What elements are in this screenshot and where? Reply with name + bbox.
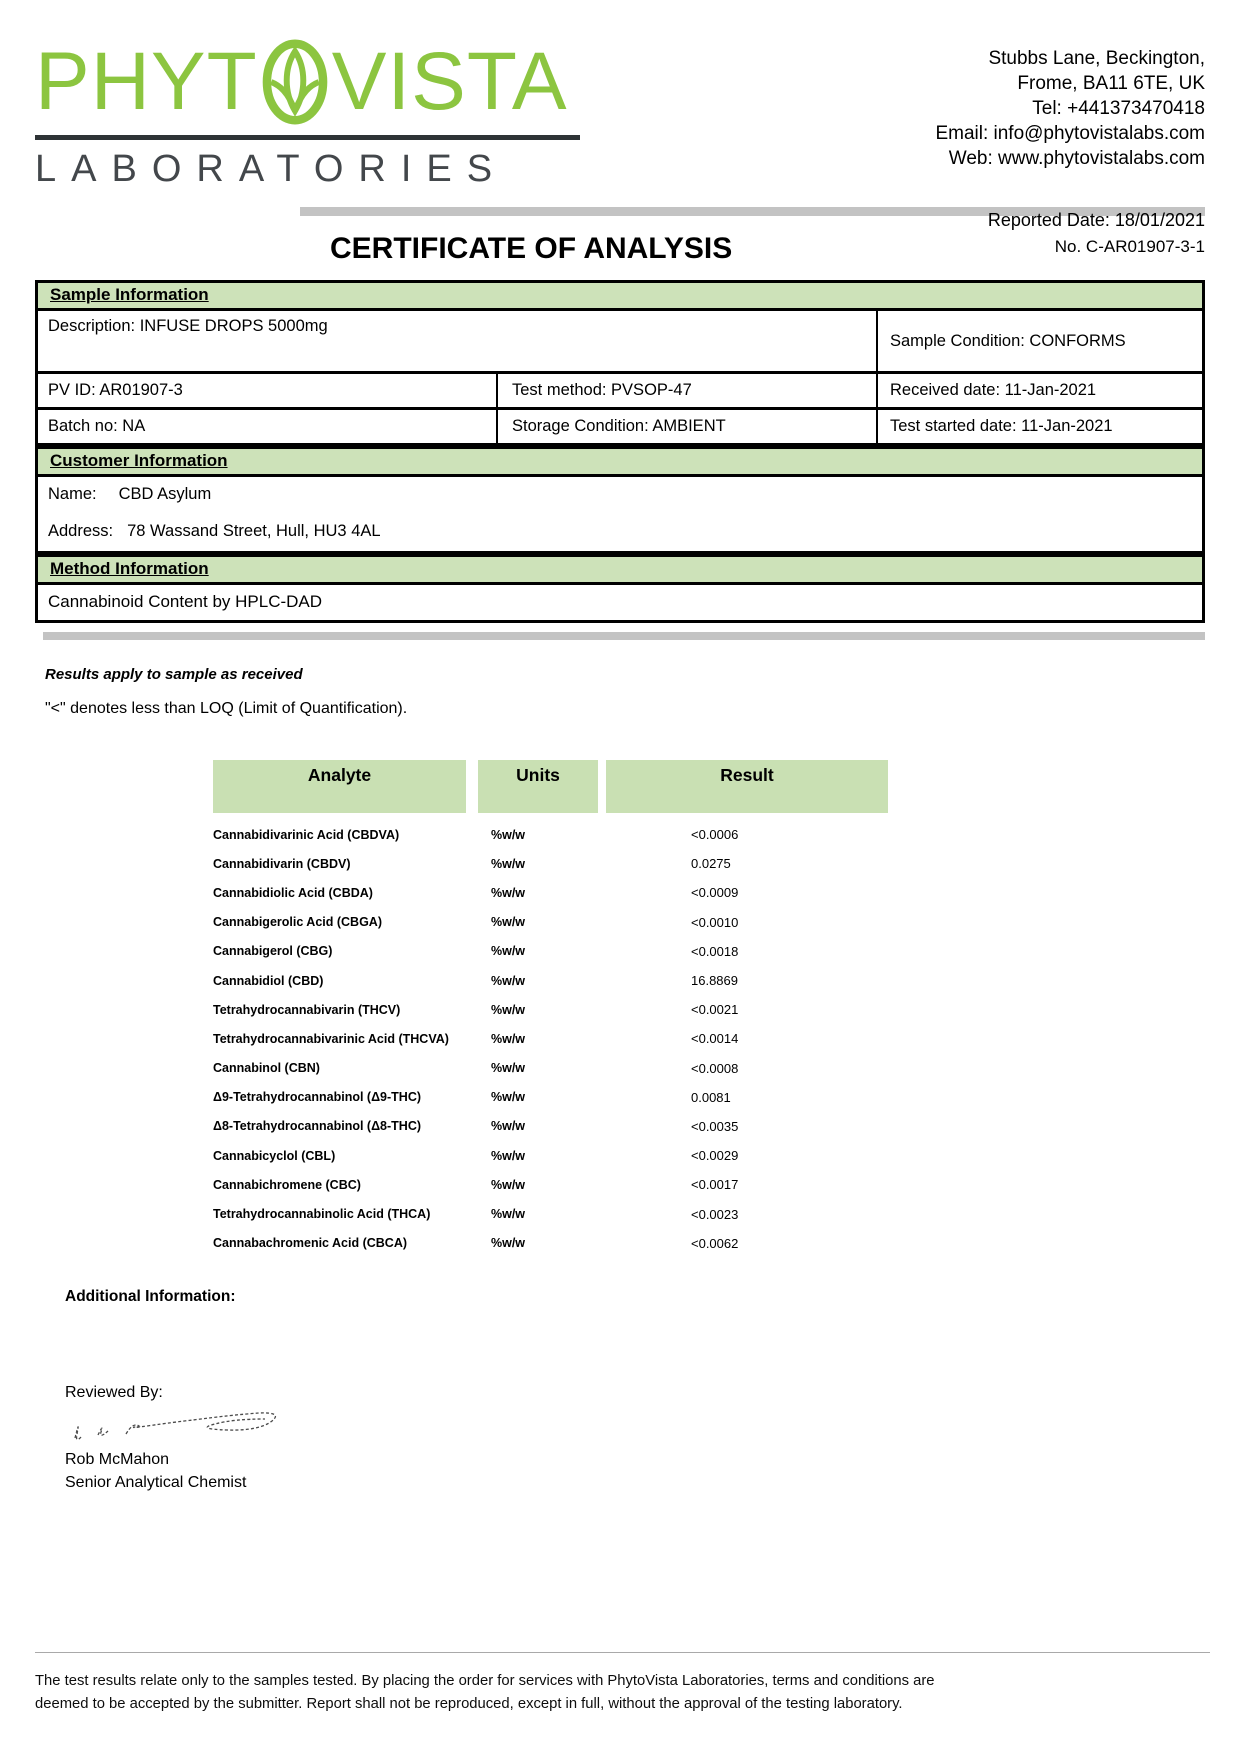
logo-wordmark bbox=[35, 36, 595, 128]
result-cell: <0.0018 bbox=[691, 943, 739, 959]
method-information-section bbox=[35, 554, 1205, 623]
customer-information-section bbox=[35, 446, 1205, 554]
table-row bbox=[213, 908, 888, 937]
table-row bbox=[213, 1112, 888, 1141]
result-cell: <0.0006 bbox=[691, 827, 739, 843]
pv-id: PV ID: AR01907-3 bbox=[38, 374, 498, 407]
logo-text-phyt: PHYT bbox=[35, 36, 258, 127]
signer-title: Senior Analytical Chemist bbox=[65, 1474, 247, 1491]
customer-name-label: Name: bbox=[48, 485, 97, 503]
units-cell: %w/w bbox=[491, 915, 526, 930]
analyte-cell: Cannabigerol (CBG) bbox=[213, 944, 333, 959]
units-cell: %w/w bbox=[491, 1031, 526, 1046]
page-header bbox=[35, 36, 1205, 191]
loq-note: "<" denotes less than LOQ (Limit of Quantification). bbox=[45, 700, 408, 717]
batch-no: Batch no: NA bbox=[38, 410, 498, 443]
additional-information-label: Additional Information: bbox=[65, 1287, 236, 1305]
logo-text-vista: VISTA bbox=[331, 36, 568, 127]
received-date: Received date: 11-Jan-2021 bbox=[890, 381, 1097, 399]
customer-name-line bbox=[48, 485, 1202, 504]
units-cell: %w/w bbox=[491, 1177, 526, 1192]
table-row bbox=[213, 966, 888, 995]
results-table-body bbox=[213, 820, 888, 1258]
analyte-cell: Cannabicyclol (CBL) bbox=[213, 1148, 336, 1163]
analyte-cell: Cannabinol (CBN) bbox=[213, 1061, 320, 1076]
result-cell: <0.0029 bbox=[691, 1148, 739, 1164]
table-row bbox=[213, 995, 888, 1024]
address-line: Stubbs Lane, Beckington, bbox=[988, 48, 1205, 69]
analyte-cell: Cannabichromene (CBC) bbox=[213, 1177, 361, 1192]
sample-information-header bbox=[38, 283, 1202, 311]
report-number: No. C-AR01907-3-1 bbox=[1054, 237, 1205, 256]
result-cell: <0.0021 bbox=[691, 1002, 739, 1018]
table-row bbox=[213, 1024, 888, 1053]
analyte-cell: Tetrahydrocannabivarinic Acid (THCVA) bbox=[213, 1031, 449, 1046]
method-name: Cannabinoid Content by HPLC-DAD bbox=[48, 592, 323, 611]
result-cell: <0.0023 bbox=[691, 1206, 739, 1222]
result-cell: <0.0008 bbox=[691, 1060, 739, 1076]
sample-info-row-1 bbox=[38, 371, 1202, 407]
reviewed-by-label: Reviewed By: bbox=[65, 1383, 163, 1401]
result-cell: 0.0081 bbox=[691, 1089, 731, 1105]
sample-description: Description: INFUSE DROPS 5000mg bbox=[38, 311, 878, 371]
units-cell: %w/w bbox=[491, 885, 526, 900]
units-cell: %w/w bbox=[491, 1061, 526, 1076]
address-line: Email: info@phytovistalabs.com bbox=[935, 123, 1205, 145]
section-title: Sample Information bbox=[50, 285, 209, 304]
logo-subtitle: LABORATORIES bbox=[35, 148, 508, 190]
column-header-analyte: Analyte bbox=[213, 760, 466, 813]
storage-condition: Storage Condition: AMBIENT bbox=[498, 410, 878, 443]
results-note: Results apply to sample as received bbox=[45, 666, 303, 683]
result-cell: <0.0017 bbox=[691, 1177, 739, 1193]
analyte-cell: Cannabachromenic Acid (CBCA) bbox=[213, 1236, 408, 1251]
analyte-cell: Cannabidivarinic Acid (CBDVA) bbox=[213, 827, 400, 842]
analyte-cell: Tetrahydrocannabivarin (THCV) bbox=[213, 1002, 401, 1017]
analyte-cell: Δ8-Tetrahydrocannabinol (Δ8-THC) bbox=[213, 1119, 422, 1134]
analyte-cell: Tetrahydrocannabinolic Acid (THCA) bbox=[213, 1207, 431, 1222]
section-title: Method Information bbox=[50, 559, 209, 578]
sample-info-row-2 bbox=[38, 407, 1202, 443]
result-cell: <0.0014 bbox=[691, 1031, 739, 1047]
report-meta bbox=[988, 210, 1205, 257]
section-shadow-bar bbox=[43, 632, 1205, 640]
leaf-in-o-icon bbox=[261, 39, 329, 125]
method-information-header bbox=[38, 557, 1202, 585]
page-title: CERTIFICATE OF ANALYSIS bbox=[330, 232, 733, 265]
table-row bbox=[213, 878, 888, 907]
units-cell: %w/w bbox=[491, 973, 526, 988]
units-cell: %w/w bbox=[491, 827, 526, 842]
units-cell: %w/w bbox=[491, 1002, 526, 1017]
customer-address-value: 78 Wassand Street, Hull, HU3 4AL bbox=[127, 522, 381, 540]
address-line: Tel: +441373470418 bbox=[1032, 98, 1205, 120]
sample-information-section bbox=[35, 280, 1205, 446]
phytovista-logo bbox=[35, 36, 595, 191]
signer-name: Rob McMahon bbox=[65, 1450, 170, 1468]
table-row bbox=[213, 820, 888, 849]
customer-information-header bbox=[38, 449, 1202, 477]
customer-body bbox=[38, 477, 1202, 551]
table-row bbox=[213, 1199, 888, 1228]
analyte-cell: Δ9-Tetrahydrocannabinol (Δ9-THC) bbox=[213, 1090, 422, 1105]
logo-divider bbox=[35, 135, 580, 140]
analyte-cell: Cannabidiol (CBD) bbox=[213, 973, 324, 988]
units-cell: %w/w bbox=[491, 1236, 526, 1251]
units-cell: %w/w bbox=[491, 1207, 526, 1222]
result-cell: 16.8869 bbox=[691, 973, 738, 989]
address-line: Frome, BA11 6TE, UK bbox=[1017, 73, 1205, 95]
result-cell: <0.0010 bbox=[691, 914, 739, 930]
test-method: Test method: PVSOP-47 bbox=[498, 374, 878, 407]
result-cell: <0.0009 bbox=[691, 885, 739, 901]
analyte-cell: Cannabigerolic Acid (CBGA) bbox=[213, 915, 382, 930]
test-started-date: Test started date: 11-Jan-2021 bbox=[890, 417, 1113, 435]
table-row bbox=[213, 1170, 888, 1199]
lab-address-block bbox=[935, 46, 1205, 171]
address-line: Web: www.phytovistalabs.com bbox=[948, 148, 1205, 170]
customer-name-value: CBD Asylum bbox=[118, 485, 212, 503]
description-row bbox=[38, 311, 1202, 371]
customer-address-line bbox=[48, 522, 1202, 541]
sample-condition: Sample Condition: CONFORMS bbox=[890, 331, 1126, 350]
table-row bbox=[213, 1229, 888, 1258]
units-cell: %w/w bbox=[491, 1119, 526, 1134]
units-cell: %w/w bbox=[491, 944, 526, 959]
title-row bbox=[35, 210, 1205, 280]
table-row bbox=[213, 1054, 888, 1083]
results-table bbox=[213, 760, 888, 1258]
footer-line: deemed to be accepted by the submitter. Report shall not be reproduced, except in full, without the approval of the testing laboratory. bbox=[35, 1696, 903, 1713]
analyte-cell: Cannabidiolic Acid (CBDA) bbox=[213, 885, 373, 900]
signature-image bbox=[65, 1404, 1205, 1448]
results-table-header bbox=[213, 760, 888, 813]
table-row bbox=[213, 1141, 888, 1170]
page-footer bbox=[35, 1652, 1210, 1716]
column-header-units: Units bbox=[478, 760, 598, 813]
table-row bbox=[213, 849, 888, 878]
reported-date: Reported Date: 18/01/2021 bbox=[987, 210, 1205, 230]
footer-line: The test results relate only to the samples tested. By placing the order for services with PhytoVista Laboratories, terms and conditions are bbox=[35, 1673, 935, 1690]
result-cell: <0.0035 bbox=[691, 1118, 739, 1134]
table-row bbox=[213, 937, 888, 966]
result-cell: <0.0062 bbox=[691, 1235, 739, 1251]
units-cell: %w/w bbox=[491, 1148, 526, 1163]
table-row bbox=[213, 1083, 888, 1112]
column-header-result: Result bbox=[606, 760, 888, 813]
customer-address-label: Address: bbox=[48, 522, 114, 540]
units-cell: %w/w bbox=[491, 856, 526, 871]
analyte-cell: Cannabidivarin (CBDV) bbox=[213, 856, 351, 871]
units-cell: %w/w bbox=[491, 1090, 526, 1105]
result-cell: 0.0275 bbox=[691, 856, 731, 872]
section-title: Customer Information bbox=[50, 451, 228, 470]
